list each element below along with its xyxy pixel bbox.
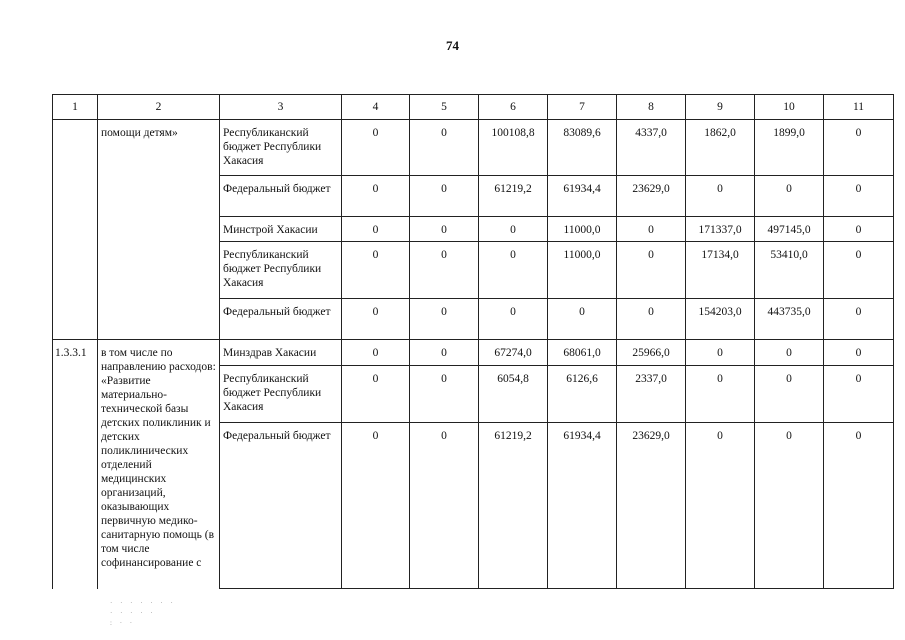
code-cell	[53, 120, 98, 340]
value-cell: 17134,0	[686, 242, 755, 299]
value-cell: 67274,0	[479, 340, 548, 366]
value-cell: 0	[617, 299, 686, 340]
value-cell: 0	[410, 242, 479, 299]
funding-source: Федеральный бюджет	[220, 176, 342, 217]
col-header: 5	[410, 95, 479, 120]
value-cell: 0	[755, 176, 824, 217]
value-cell: 0	[410, 423, 479, 589]
value-cell: 61934,4	[548, 176, 617, 217]
value-cell: 0	[410, 176, 479, 217]
funding-source: Республиканский бюджет Республики Хакасия	[220, 120, 342, 176]
col-header: 1	[53, 95, 98, 120]
col-header: 10	[755, 95, 824, 120]
value-cell: 0	[824, 340, 894, 366]
value-cell: 4337,0	[617, 120, 686, 176]
measure-name: помощи детям»	[98, 120, 220, 340]
value-cell: 0	[410, 120, 479, 176]
value-cell: 23629,0	[617, 423, 686, 589]
value-cell: 61219,2	[479, 176, 548, 217]
value-cell: 0	[410, 299, 479, 340]
value-cell: 0	[686, 423, 755, 589]
value-cell: 11000,0	[548, 217, 617, 242]
value-cell: 0	[479, 242, 548, 299]
value-cell: 2337,0	[617, 366, 686, 423]
value-cell: 61219,2	[479, 423, 548, 589]
col-header: 9	[686, 95, 755, 120]
value-cell: 154203,0	[686, 299, 755, 340]
value-cell: 0	[686, 176, 755, 217]
value-cell: 0	[342, 176, 410, 217]
scan-noise: · · · · · · · · · · · · : · ·	[110, 599, 176, 627]
value-cell: 6054,8	[479, 366, 548, 423]
value-cell: 0	[342, 217, 410, 242]
value-cell: 0	[617, 242, 686, 299]
table-row	[53, 120, 894, 176]
funding-source: Минздрав Хакасии	[220, 340, 342, 366]
value-cell: 68061,0	[548, 340, 617, 366]
value-cell: 53410,0	[755, 242, 824, 299]
value-cell: 0	[342, 242, 410, 299]
value-cell: 171337,0	[686, 217, 755, 242]
value-cell: 0	[824, 366, 894, 423]
col-header: 3	[220, 95, 342, 120]
value-cell: 0	[824, 242, 894, 299]
value-cell: 0	[410, 217, 479, 242]
value-cell: 0	[410, 340, 479, 366]
col-header: 11	[824, 95, 894, 120]
value-cell: 0	[824, 176, 894, 217]
col-header: 4	[342, 95, 410, 120]
value-cell: 0	[617, 217, 686, 242]
col-header: 6	[479, 95, 548, 120]
value-cell: 0	[755, 366, 824, 423]
value-cell: 0	[755, 423, 824, 589]
value-cell: 6126,6	[548, 366, 617, 423]
value-cell: 0	[686, 366, 755, 423]
value-cell: 497145,0	[755, 217, 824, 242]
value-cell: 0	[410, 366, 479, 423]
page-number: 74	[446, 38, 459, 53]
value-cell: 83089,6	[548, 120, 617, 176]
value-cell: 0	[824, 299, 894, 340]
measure-name: в том числе по направлению расходов: «Развитие материально-технической базы детских поликлиник и детских поликлинических отделений медицинских организаций, оказывающих первичную медико-санитарную помощь (в том числе софинансирование с	[98, 340, 220, 589]
budget-table	[52, 94, 894, 589]
value-cell: 23629,0	[617, 176, 686, 217]
value-cell: 0	[755, 340, 824, 366]
measure-code: 1.3.3.1	[53, 340, 98, 589]
value-cell: 1862,0	[686, 120, 755, 176]
value-cell: 61934,4	[548, 423, 617, 589]
funding-source: Федеральный бюджет	[220, 423, 342, 589]
value-cell: 0	[824, 120, 894, 176]
value-cell: 0	[342, 366, 410, 423]
col-header: 8	[617, 95, 686, 120]
header-row	[53, 95, 894, 120]
value-cell: 0	[479, 217, 548, 242]
col-header: 2	[98, 95, 220, 120]
value-cell: 0	[824, 423, 894, 589]
value-cell: 11000,0	[548, 242, 617, 299]
funding-source: Республиканский бюджет Республики Хакасия	[220, 366, 342, 423]
value-cell: 443735,0	[755, 299, 824, 340]
value-cell: 0	[548, 299, 617, 340]
funding-source: Федеральный бюджет	[220, 299, 342, 340]
value-cell: 25966,0	[617, 340, 686, 366]
value-cell: 1899,0	[755, 120, 824, 176]
funding-source: Республиканский бюджет Республики Хакасия	[220, 242, 342, 299]
value-cell: 0	[686, 340, 755, 366]
value-cell: 100108,8	[479, 120, 548, 176]
value-cell: 0	[824, 217, 894, 242]
value-cell: 0	[342, 423, 410, 589]
value-cell: 0	[342, 340, 410, 366]
table-row	[53, 340, 894, 366]
value-cell: 0	[342, 299, 410, 340]
value-cell: 0	[342, 120, 410, 176]
col-header: 7	[548, 95, 617, 120]
funding-source: Минстрой Хакасии	[220, 217, 342, 242]
value-cell: 0	[479, 299, 548, 340]
